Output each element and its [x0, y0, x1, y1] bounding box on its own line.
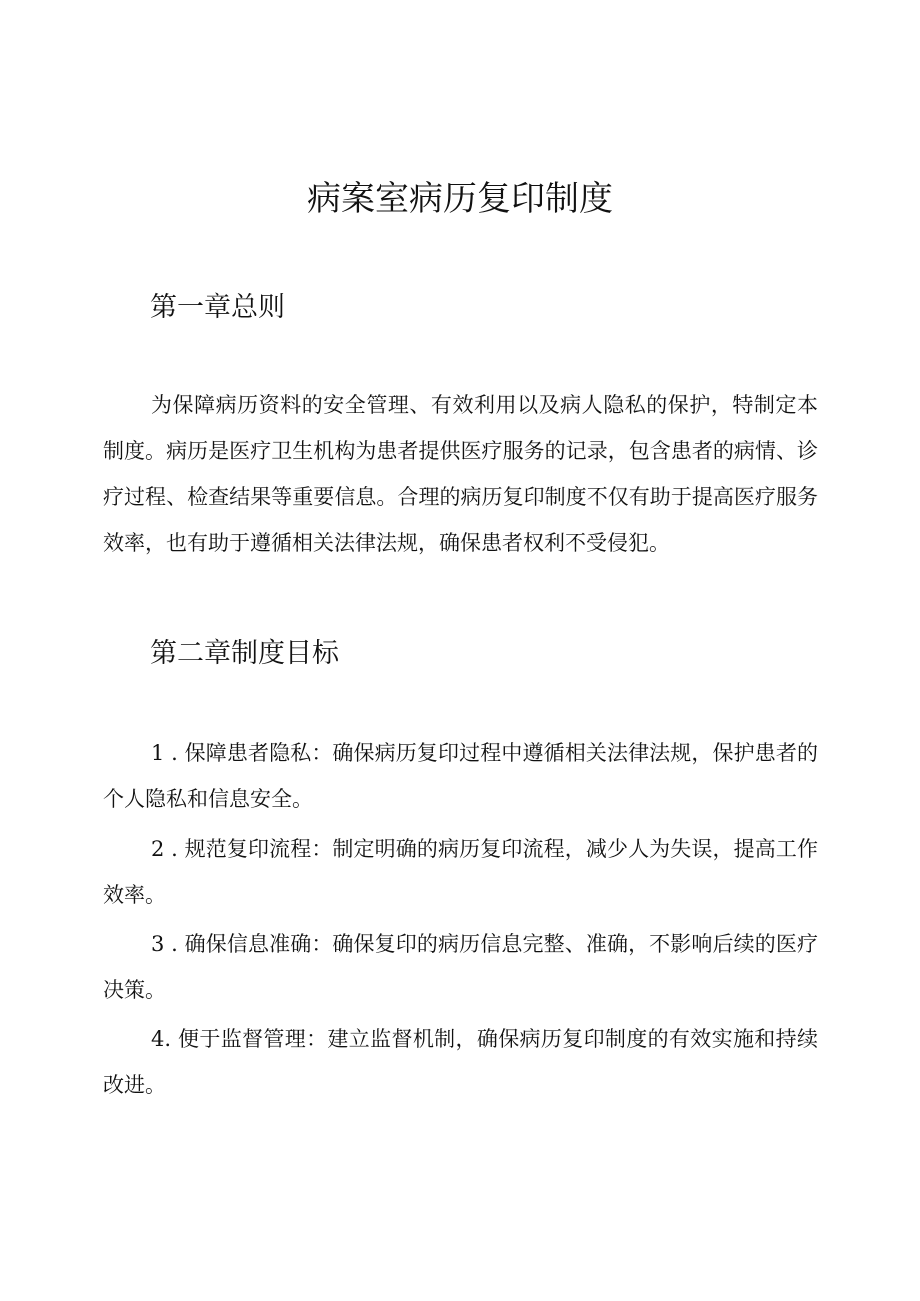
goal-item-3: 3 . 确保信息准确：确保复印的病历信息完整、准确，不影响后续的医疗决策。 [103, 932, 818, 1002]
goal-item-2: 2 . 规范复印流程：制定明确的病历复印流程，减少人为失误，提高工作效率。 [103, 837, 818, 907]
chapter-2-heading: 第二章制度目标 [150, 638, 339, 669]
chapter-1-heading: 第一章总则 [150, 292, 285, 323]
chapter-1-paragraph: 为保障病历资料的安全管理、有效利用以及病人隐私的保护，特制定本制度。病历是医疗卫生机构为患者提供医疗服务的记录，包含患者的病情、诊疗过程、检查结果等重要信息。合理的病历复印制度不仅有助于提高医疗服务效率，也有助于遵循相关法律法规，确保患者权利不受侵犯。 [103, 393, 818, 555]
goal-item-4: 4. 便于监督管理：建立监督机制，确保病历复印制度的有效实施和持续改进。 [103, 1027, 818, 1097]
goal-item-1: 1 . 保障患者隐私：确保病历复印过程中遵循相关法律法规，保护患者的个人隐私和信息安全。 [103, 741, 818, 811]
document-title: 病案室病历复印制度 [307, 179, 613, 219]
